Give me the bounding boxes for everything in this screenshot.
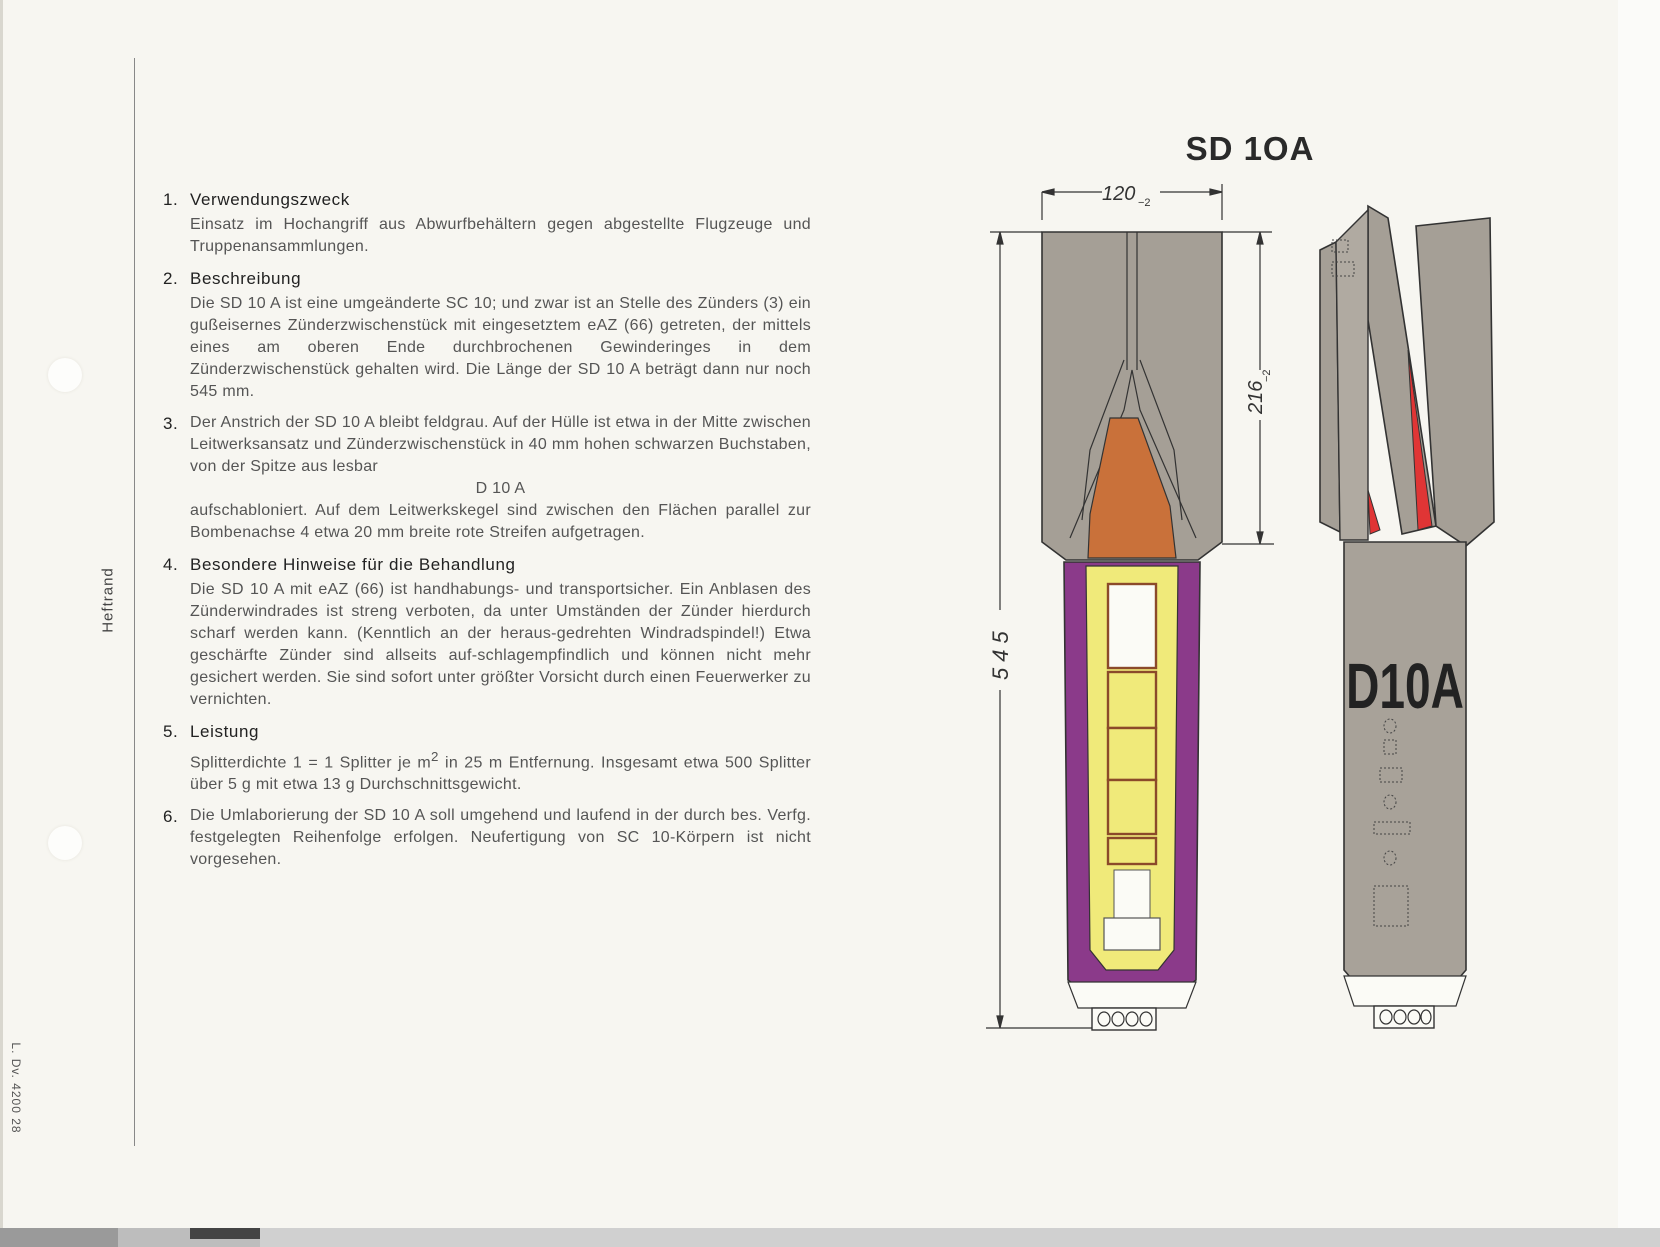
- section-text: Die Umlaborierung der SD 10 A soll umgehend und laufend in der durch bes. Verfg. festgelegten Reihenfolge erfolgen. Neufertigung von SC 10-Körpern ist nicht vorgesehen.: [190, 807, 811, 869]
- drawing-title: SD 1OA: [1185, 130, 1315, 167]
- tail-dimension-value: 216: [1245, 380, 1267, 414]
- bomb-section-view: [1042, 232, 1222, 1030]
- binding-margin-label: Heftrand: [99, 567, 117, 633]
- binding-margin-line: [134, 58, 135, 1146]
- section-text: Der Anstrich der SD 10 A bleibt feldgrau. Auf der Hülle ist etwa in der Mitte zwischen Leitwerksansatz und Zünderzwischenstück in 40 mm hohen schwarzen Buchstaben, von der Spitze aus lesbar: [190, 414, 811, 475]
- section-heading: [163, 267, 811, 290]
- section-description: [163, 267, 811, 403]
- bomb-body: [1344, 542, 1466, 1000]
- body-marking: D10A: [1346, 650, 1464, 722]
- section-number: 6.: [163, 807, 179, 827]
- scan-artifact: [0, 1228, 118, 1247]
- fuze-housing: [1108, 584, 1156, 668]
- section-text: [190, 746, 811, 796]
- section-heading: [163, 188, 811, 211]
- punch-hole: [48, 826, 82, 860]
- section-title: Beschreibung: [190, 269, 302, 288]
- charge-segment: [1108, 838, 1156, 864]
- booster: [1114, 870, 1150, 918]
- bomb-exterior-view: [1320, 206, 1494, 1028]
- section-title: Verwendungszweck: [190, 190, 350, 209]
- section-handling: [163, 553, 811, 711]
- scan-artifact: [190, 1228, 260, 1239]
- section-text: aufschabloniert. Auf dem Leitwerkskegel sind zwischen den Flächen parallel zur Bombenachse 4 etwa 20 mm breite rote Streifen aufgetragen.: [190, 502, 811, 541]
- text-fragment: in 25 m Entfernung. Insgesamt etwa 500 Splitter über 5 g mit etwa 13 g Durchschnittsgewicht.: [190, 754, 811, 794]
- section-heading: [163, 412, 811, 478]
- section-purpose: [163, 188, 811, 258]
- fuze-adapter: [1104, 918, 1160, 950]
- fuze-nose: [1374, 1006, 1434, 1028]
- page-edge: [0, 0, 3, 1230]
- section-heading: [163, 805, 811, 871]
- section-title: Besondere Hinweise für die Behandlung: [190, 555, 516, 574]
- bomb-drawing: [960, 170, 1520, 1050]
- punch-hole: [48, 358, 82, 392]
- width-dimension-value: 120: [1102, 183, 1136, 205]
- section-number: 5.: [163, 722, 179, 741]
- charge-segment: [1108, 672, 1156, 728]
- section-heading: [163, 553, 811, 576]
- length-dimension-value: 545: [988, 625, 1013, 680]
- scan-bottom-strip: [0, 1228, 1660, 1247]
- section-heading: [163, 720, 811, 743]
- section-paint: [163, 412, 811, 544]
- section-performance: [163, 720, 811, 796]
- section-text: Die SD 10 A ist eine umgeänderte SC 10; und zwar ist an Stelle des Zünders (3) ein gußeisernes Zünderzwischenstück mit eingesetztem eAZ (66) getreten, der mittels eines am oberen Ende durchbrochenen Gewinderinges in dem Zünderzwischenstück gehalten wird. Die Länge der SD 10 A beträgt dann nur noch 545 mm.: [190, 295, 811, 400]
- text-column: [163, 188, 811, 880]
- charge-segment: [1108, 780, 1156, 834]
- section-text: Einsatz im Hochangriff aus Abwurfbehältern gegen abgestellte Flugzeuge und Truppenansammlungen.: [190, 216, 811, 255]
- section-number: 2.: [163, 269, 179, 288]
- section-number: 3.: [163, 414, 179, 433]
- text-fragment: Splitterdichte 1 = 1 Splitter je m: [190, 754, 432, 772]
- section-number: 1.: [163, 190, 179, 209]
- tail-dimension-tolerance: −2: [1261, 369, 1273, 382]
- document-reference: L. Dv. 4200 28: [9, 1042, 23, 1134]
- width-dimension-tolerance: −2: [1138, 197, 1151, 209]
- superscript: 2: [431, 749, 439, 764]
- charge-segment: [1108, 728, 1156, 780]
- stencil-text: D 10 A: [475, 480, 526, 497]
- section-number: 4.: [163, 555, 179, 574]
- right-page-edge: [1618, 0, 1660, 1247]
- section-text: Die SD 10 A mit eAZ (66) ist handhabungs- und transportsicher. Ein Anblasen des Zünderwindrades ist streng verboten, da unter Umständen der Zünder hierdurch scharf werden kann. (Kenntlich an der heraus-gedrehten Windradspindel!) Etwa geschärfte Zünder sind allseits auf-schlagempfindlich und können nicht mehr gesichert werden. Sie sind sofort unter größter Vorsicht durch einen Feuerwerker zu vernichten.: [190, 581, 811, 708]
- section-title: Leistung: [190, 722, 260, 741]
- red-stripe: [1368, 490, 1380, 534]
- section-relabeling: [163, 805, 811, 871]
